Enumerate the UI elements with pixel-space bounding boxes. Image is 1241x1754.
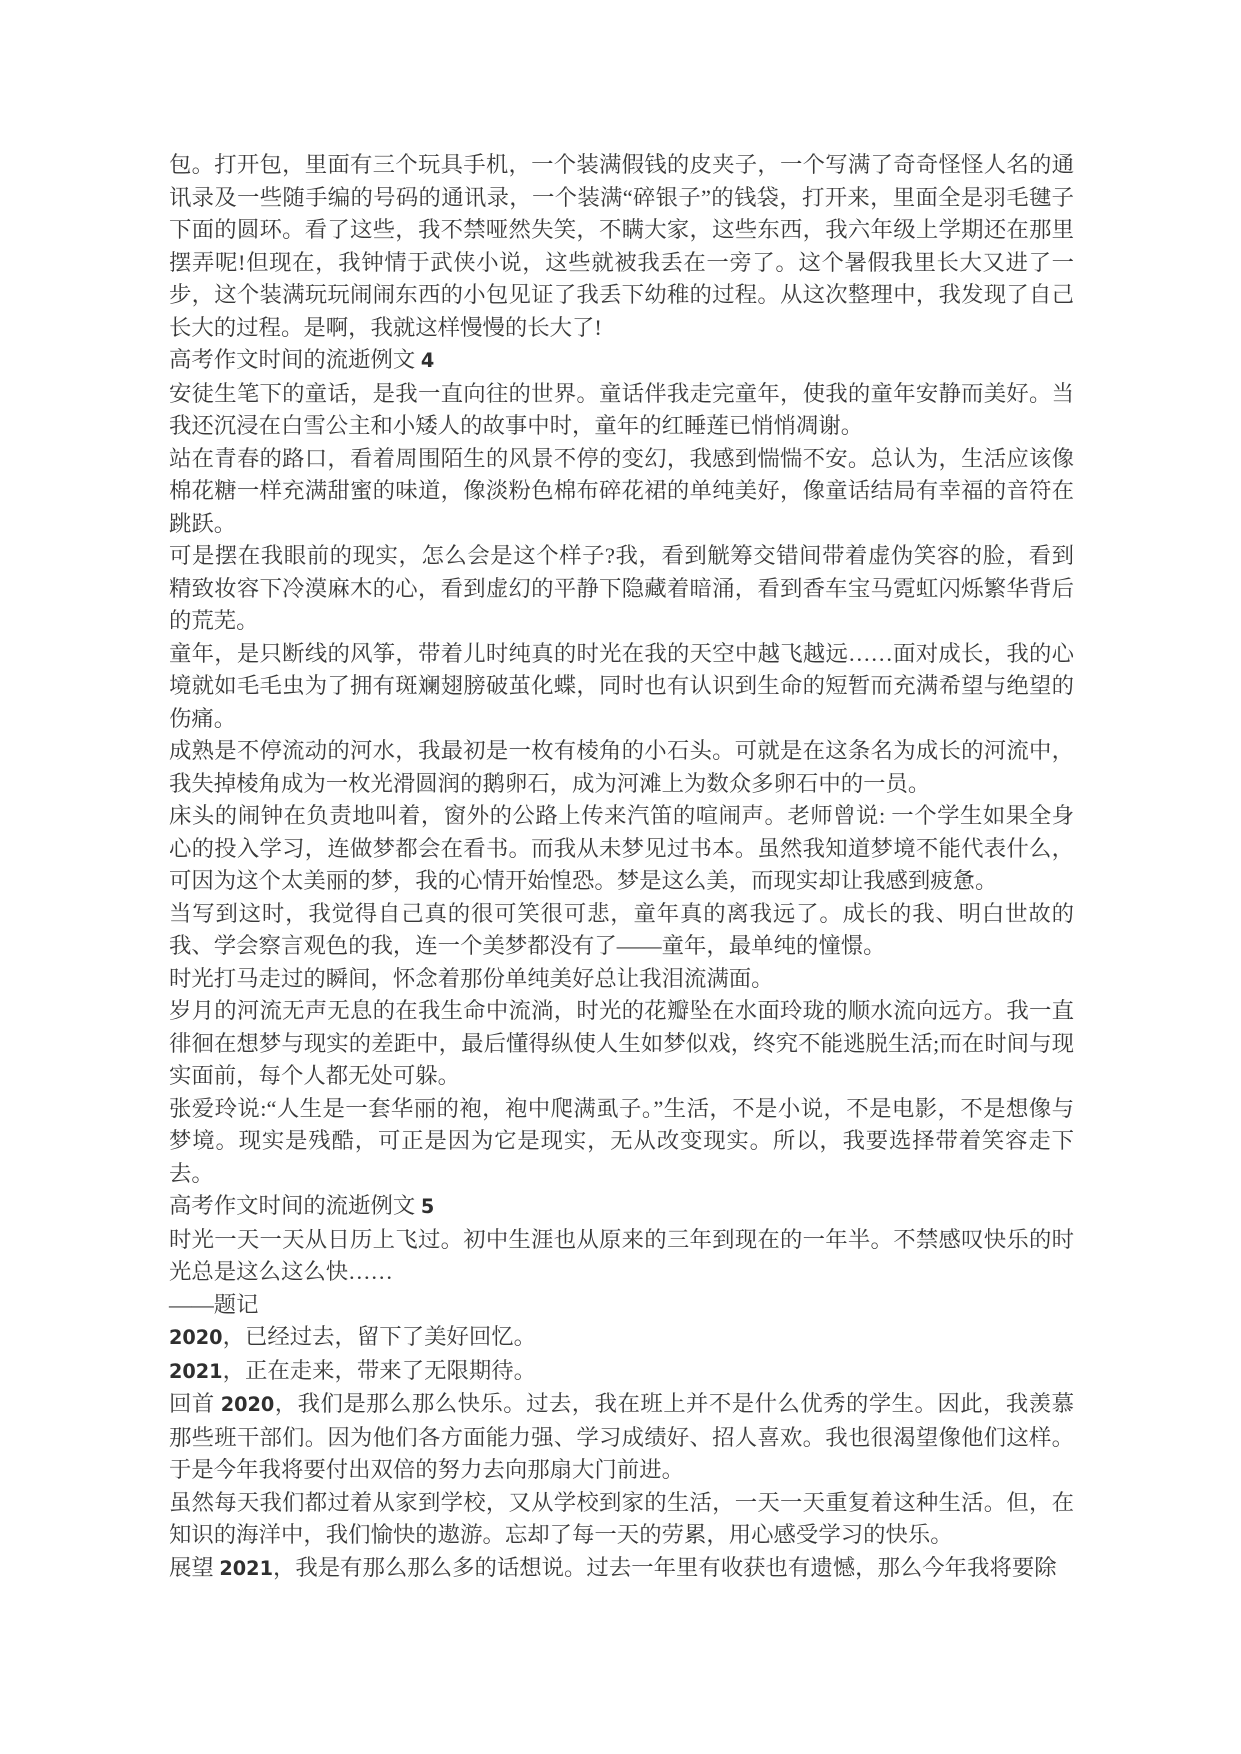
paragraph: 站在青春的路口，看着周围陌生的风景不停的变幻，我感到惴惴不安。总认为，生活应该像棉花糖一样充满甜蜜的味道，像淡粉色棉布碎花裙的单纯美好，像童话结局有幸福的音符在跳跃。 [169, 445, 1074, 536]
digit-run: 2021 [169, 1359, 223, 1383]
paragraph: 张爱玲说:“人生是一套华丽的袍，袍中爬满虱子。”生活，不是小说，不是电影，不是想像与梦境。现实是残酷，可正是因为它是现实，无从改变现实。所以，我要选择带着笑容走下去。 [169, 1095, 1074, 1186]
paragraph: 2020，已经过去，留下了美好回忆。 [169, 1324, 537, 1349]
paragraph-truncated: 展望 2021，我是有那么那么多的话想说。过去一年里有收获也有遗憾，那么今年我将要除 [169, 1554, 1057, 1580]
digit-run: 2020 [169, 1326, 223, 1349]
digit-run: 2021 [219, 1556, 273, 1580]
paragraph: 虽然每天我们都过着从家到学校，又从学校到家的生活，一天一天重复着这种生活。但，在知识的海洋中，我们愉快的遨游。忘却了每一天的劳累，用心感受学习的快乐。 [169, 1489, 1074, 1547]
paragraph: 当写到这时，我觉得自己真的很可笑很可悲，童年真的离我远了。成长的我、明白世故的我、学会察言观色的我，连一个美梦都没有了——童年，最单纯的憧憬。 [169, 900, 1074, 958]
paragraph: 可是摆在我眼前的现实，怎么会是这个样子?我，看到觥筹交错间带着虚伪笑容的脸，看到精致妆容下冷漠麻木的心，看到虚幻的平静下隐藏着暗涌，看到香车宝马霓虹闪烁繁华背后的荒芜。 [169, 543, 1074, 633]
paragraph: 时光打马走过的瞬间，怀念着那份单纯美好总让我泪流满面。 [169, 965, 774, 991]
paragraph: 安徒生笔下的童话，是我一直向往的世界。童话伴我走完童年，使我的童年安静而美好。当我还沉浸在白雪公主和小矮人的故事中时，童年的红睡莲已悄悄凋谢。 [169, 380, 1074, 438]
paragraph: 2021，正在走来，带来了无限期待。 [169, 1357, 537, 1383]
digit-run: 5 [420, 1195, 435, 1218]
essay-heading-4: 高考作文时间的流逝例文 4 [169, 347, 435, 372]
essay-heading-5: 高考作文时间的流逝例文 5 [169, 1193, 435, 1218]
text-block [169, 149, 1074, 1585]
paragraph-continuation: 包。打开包，里面有三个玩具手机，一个装满假钱的皮夹子，一个写满了奇奇怪怪人名的通讯录及一些随手编的号码的通讯录，一个装满“碎银子”的钱袋，打开来，里面全是羽毛毽子下面的圆环。看了这些，我不禁哑然失笑，不瞒大家，这些东西，我六年级上学期还在那里摆弄呢!但现在，我钟情于武侠小说，这些就被我丢在一旁了。这个暑假我里长大又进了一步，这个装满玩玩闹闹东西的小包见证了我丢下幼稚的过程。从这次整理中，我发现了自己长大的过程。是啊，我就这样慢慢的长大了! [169, 152, 1074, 340]
digit-run: 2020 [220, 1393, 275, 1416]
epigraph-label: ——题记 [169, 1291, 259, 1317]
paragraph: 回首 2020，我们是那么那么快乐。过去，我在班上并不是什么优秀的学生。因此，我羡慕那些班干部们。因为他们各方面能力强、学习成绩好、招人喜欢。我也很渴望像他们这样。于是今年我将要付出双倍的努力去向那扇大门前进。 [169, 1391, 1074, 1482]
digit-run: 4 [420, 349, 435, 372]
paragraph: 床头的闹钟在负责地叫着，窗外的公路上传来汽笛的喧闹声。老师曾说: 一个学生如果全身心的投入学习，连做梦都会在看书。而我从未梦见过书本。虽然我知道梦境不能代表什么，可因为这个太美丽的梦，我的心情开始惶恐。梦是这么美，而现实却让我感到疲惫。 [169, 803, 1074, 893]
paragraph: 成熟是不停流动的河水，我最初是一枚有棱角的小石头。可就是在这条名为成长的河流中，我失掉棱角成为一枚光滑圆润的鹅卵石，成为河滩上为数众多卵石中的一员。 [169, 738, 1074, 796]
paragraph: 童年，是只断线的风筝，带着儿时纯真的时光在我的天空中越飞越远……面对成长，我的心境就如毛毛虫为了拥有斑斓翅膀破茧化蝶，同时也有认识到生命的短暂而充满希望与绝望的伤痛。 [169, 640, 1074, 731]
paragraph: 时光一天一天从日历上飞过。初中生涯也从原来的三年到现在的一年半。不禁感叹快乐的时光总是这么这么快…… [169, 1226, 1074, 1284]
paragraph: 岁月的河流无声无息的在我生命中流淌，时光的花瓣坠在水面玲珑的顺水流向远方。我一直徘徊在想梦与现实的差距中，最后懂得纵使人生如梦似戏，终究不能逃脱生活;而在时间与现实面前，每个人都无处可躲。 [169, 998, 1074, 1088]
